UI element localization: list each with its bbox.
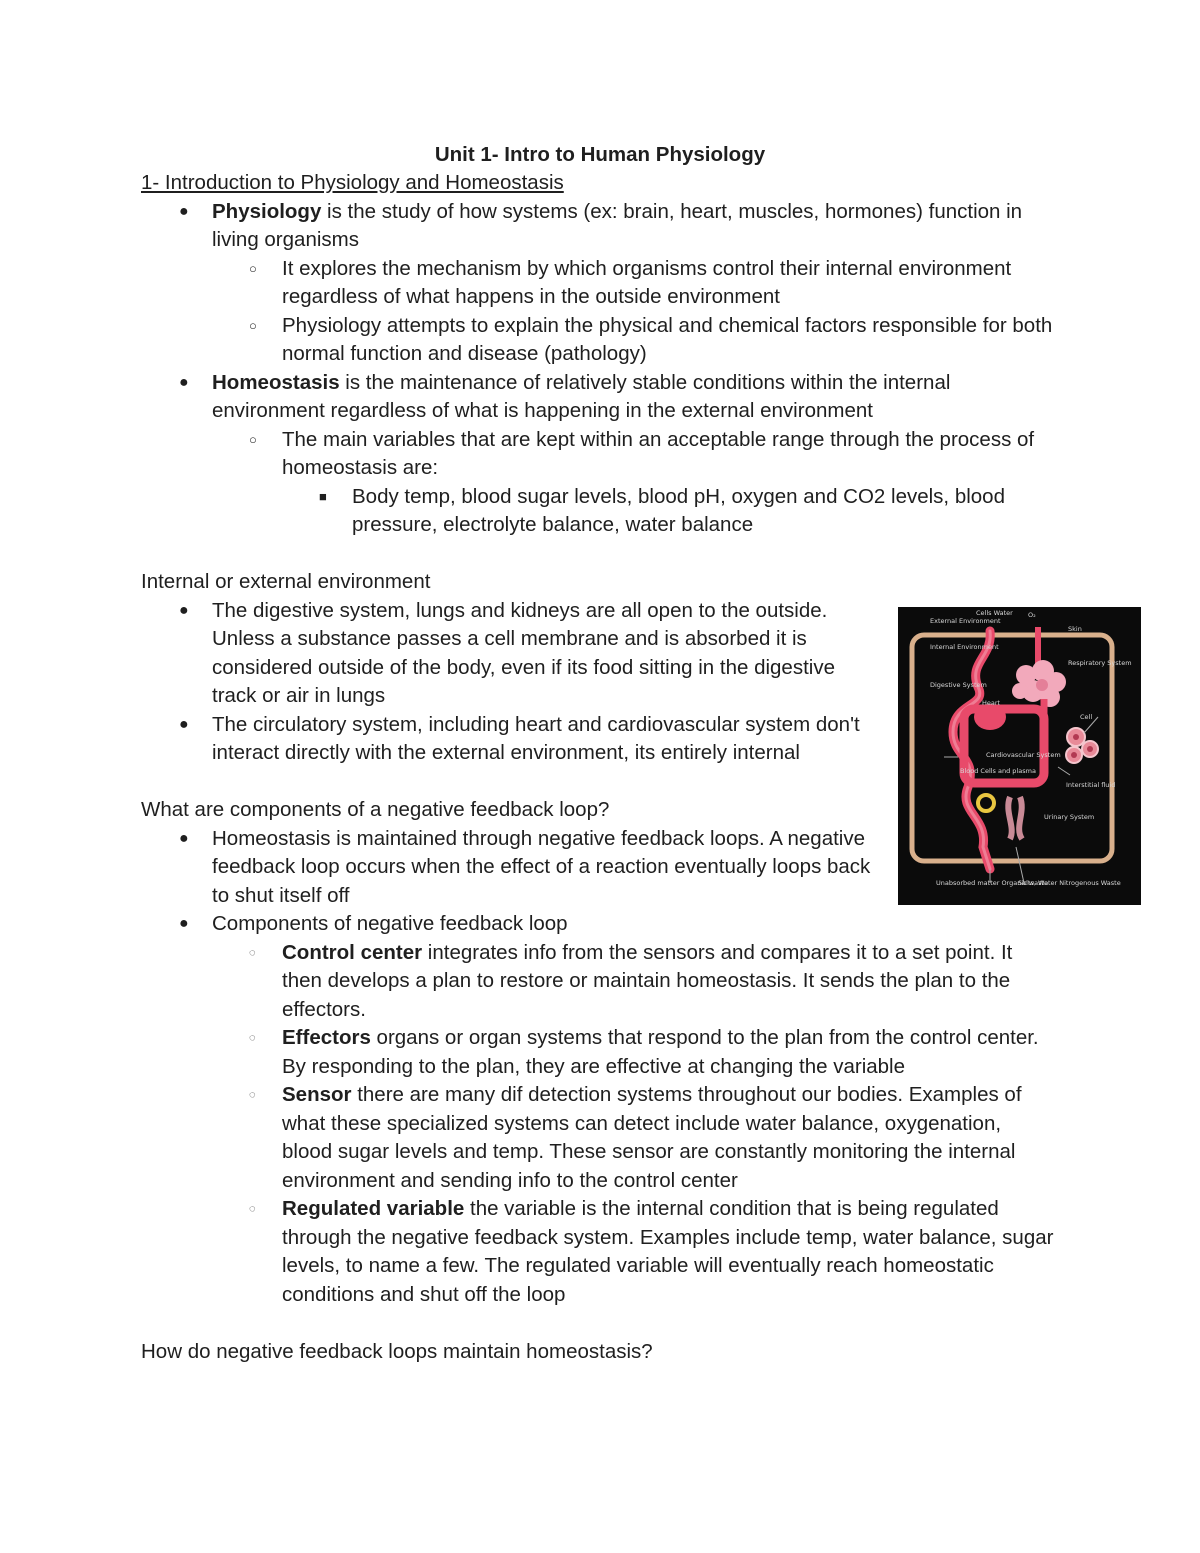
spacer — [141, 540, 1056, 569]
page-title: Unit 1- Intro to Human Physiology — [434, 143, 766, 166]
definition-text: integrates info from the sensors and compares it to a set point. It then develops a plan to restore or maintain homeostasis. It sends the plan to the effectors. — [282, 940, 1013, 1021]
list-item-control-center — [141, 939, 1056, 1025]
list-item-text: The circulatory system, including heart and cardiovascular system don't interact directly with the external environment, its entirely internal — [212, 712, 860, 764]
hollow-bullet-icon: ○ — [249, 431, 257, 447]
list-item — [141, 825, 872, 911]
label-heart: Heart — [982, 699, 1001, 707]
term-homeostasis: Homeostasis — [212, 370, 340, 394]
bullet-icon: ● — [179, 715, 189, 733]
label-external-environment: External Environment — [930, 617, 1001, 625]
dotted-circle-bullet-icon: ◌ — [249, 1032, 256, 1044]
label-cells-water: Cells Water — [976, 609, 1013, 617]
list-item-regulated-variable — [141, 1195, 1056, 1309]
label-skin: Skin — [1068, 625, 1082, 633]
section-heading-intro: 1- Introduction to Physiology and Homeostasis — [141, 171, 564, 194]
label-blood: Blood Cells and plasma — [960, 767, 1036, 775]
label-digestive-system: Digestive System — [930, 681, 987, 689]
list-item-effectors — [141, 1024, 1056, 1081]
list-item-physiology — [141, 198, 1056, 255]
list-item-sensor — [141, 1081, 1056, 1195]
label-urinary-system: Urinary System — [1044, 813, 1095, 821]
term-control-center: Control center — [282, 940, 423, 964]
list-item-sub — [141, 255, 1056, 312]
label-respiratory-system: Respiratory System — [1068, 659, 1132, 667]
bullet-icon: ● — [179, 829, 189, 847]
subsub-item-text: Body temp, blood sugar levels, blood pH, oxygen and CO2 levels, blood pressure, electrolyte balance, water balance — [352, 484, 1005, 536]
list-item-sub — [141, 426, 1056, 483]
hollow-bullet-icon: ○ — [249, 317, 257, 333]
cell-cluster — [1066, 728, 1098, 763]
body-systems-diagram — [898, 607, 1141, 905]
urinary-system — [1008, 797, 1011, 839]
list-item-text: Components of negative feedback loop — [212, 912, 568, 935]
heart — [974, 704, 1006, 730]
label-unabsorbed-matter: Unabsorbed matter Organic waste — [936, 879, 1049, 887]
intro-list — [141, 198, 1056, 540]
term-sensor: Sensor — [282, 1083, 352, 1106]
section-heading-question: How do negative feedback loops maintain homeostasis? — [141, 1339, 653, 1363]
list-item-homeostasis — [141, 369, 1056, 426]
definition-homeostasis: is the maintenance of relatively stable conditions within the internal environment regardless of what is happening in the external environment — [212, 370, 951, 422]
list-item — [141, 597, 872, 711]
definition-text: the variable is the internal condition that is being regulated through the negative feedback system. Examples include temp, water balance, sugar levels, to name a few. The regulated variable will eventually reach homeostatic conditions and shut off the loop — [282, 1197, 1054, 1306]
dotted-circle-bullet-icon: ◌ — [249, 946, 256, 959]
hollow-bullet-icon: ○ — [249, 260, 257, 276]
list-item-text: Homeostasis is maintained through negative feedback loops. A negative feedback loop occurs when the effect of a reaction eventually loops back to shut itself off — [212, 826, 871, 907]
definition-text: organs or organ systems that respond to the plan from the control center. By responding to the plan, they are effective at changing the variable — [282, 1026, 1039, 1078]
bullet-icon: ● — [179, 373, 189, 391]
dotted-circle-bullet-icon: ◌ — [249, 1203, 256, 1215]
list-item — [141, 711, 872, 768]
list-item-sub — [141, 312, 1056, 369]
label-salts-water: Salts, Water Nitrogenous Waste — [1018, 879, 1121, 887]
lung-cluster — [1012, 660, 1066, 707]
urinary-system-2 — [1019, 797, 1022, 839]
sub-item-text: It explores the mechanism by which organisms control their internal environment regardless of what happens in the outside environment — [282, 256, 1012, 308]
list-item-text: The digestive system, lungs and kidneys are all open to the outside. Unless a substance passes a cell membrane and is absorbed it is considered outside of the body, even if its food sitting in the digestive track or air in lungs — [212, 598, 835, 707]
label-interstitial-fluid: Interstitial fluid — [1066, 781, 1116, 789]
section-heading-environment: Internal or external environment — [141, 570, 431, 593]
term-effectors: Effectors — [282, 1026, 371, 1049]
gland — [978, 795, 994, 811]
sub-item-text: The main variables that are kept within an acceptable range through the process of homeostasis are: — [282, 427, 1035, 479]
term-regulated-variable: Regulated variable — [282, 1197, 465, 1220]
section-heading-components: What are components of a negative feedback loop? — [141, 798, 610, 821]
term-physiology: Physiology — [212, 199, 322, 223]
spacer — [141, 1309, 1056, 1338]
label-cell: Cell — [1080, 713, 1093, 721]
diagram-svg — [898, 607, 1141, 905]
bullet-icon: ● — [179, 915, 189, 932]
list-item-subsub — [141, 483, 1056, 540]
label-internal-environment: Internal Environment — [930, 643, 999, 651]
bullet-icon: ● — [179, 601, 189, 619]
definition-physiology: is the study of how systems (ex: brain, heart, muscles, hormones) function in living organisms — [212, 199, 1023, 251]
label-cardiovascular-system: Cardiovascular System — [986, 751, 1061, 759]
definition-text: there are many dif detection systems throughout our bodies. Examples of what these specialized systems can detect include water balance, oxygenation, blood sugar levels and temp. These sensor are constantly monitoring the internal environment and sending info to the control center — [282, 1083, 1022, 1192]
bullet-icon: ● — [179, 202, 189, 220]
list-item — [141, 910, 1056, 939]
dotted-circle-bullet-icon: ◌ — [249, 1089, 256, 1101]
square-bullet-icon: ■ — [319, 488, 327, 504]
sub-item-text: Physiology attempts to explain the physical and chemical factors responsible for both normal function and disease (pathology) — [282, 313, 1053, 365]
label-o2: O₂ — [1028, 611, 1036, 619]
